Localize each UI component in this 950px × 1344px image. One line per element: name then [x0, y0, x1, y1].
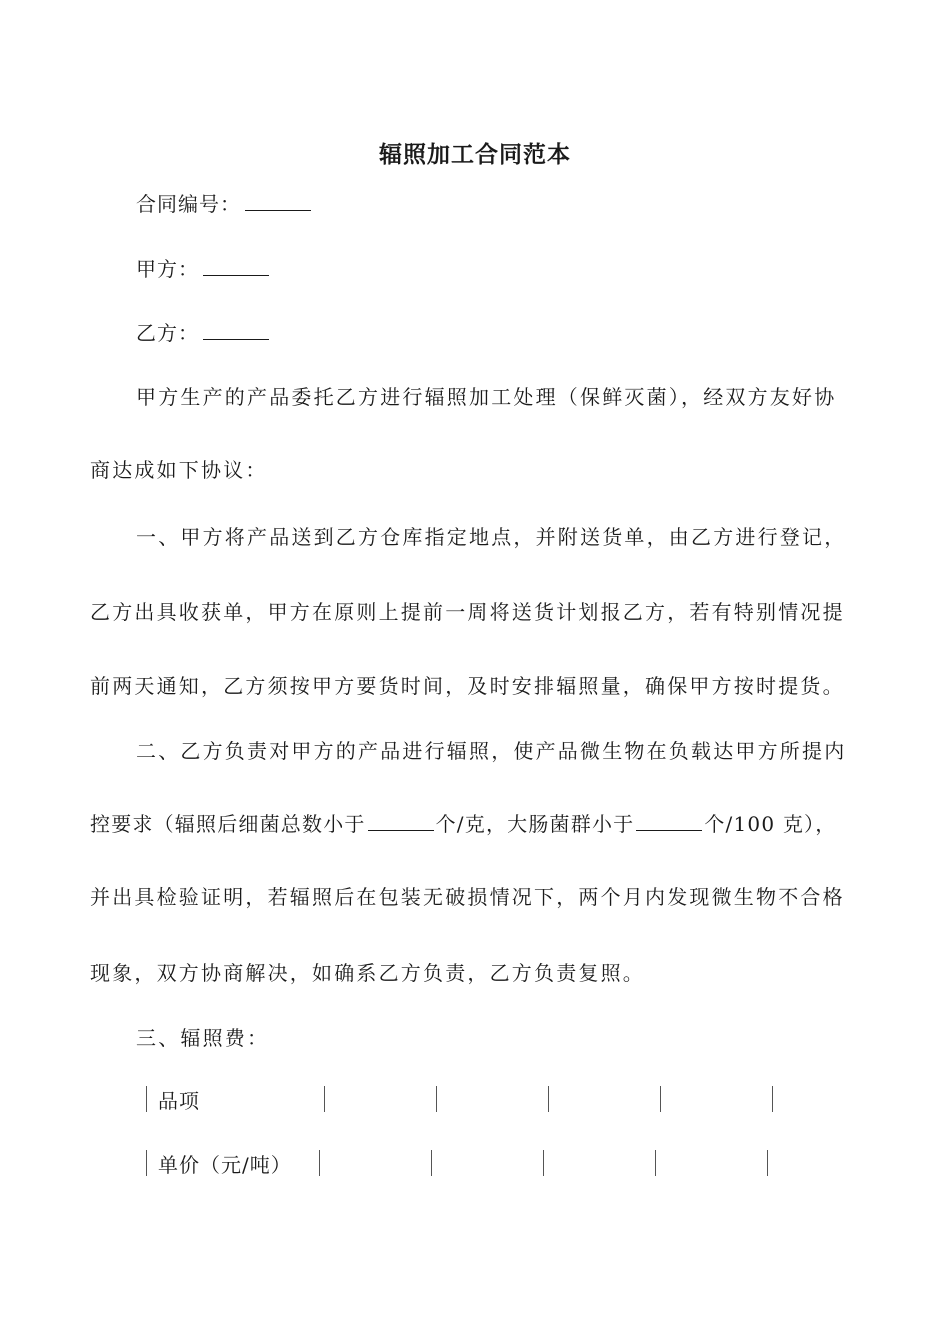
clause-2-line-2 [90, 808, 870, 837]
intro-line-1: 甲方生产的产品委托乙方进行辐照加工处理（保鲜灭菌），经双方友好协 [136, 385, 837, 409]
party-b-label: 乙方： [136, 321, 199, 345]
clause-1-line-1: 一、甲方将产品送到乙方仓库指定地点，并附送货单，由乙方进行登记， [136, 525, 847, 549]
contract-number-blank [245, 192, 311, 211]
fee-table-row-unit-price [136, 1150, 776, 1178]
coliform-count-blank [636, 812, 702, 831]
party-b-blank [203, 321, 269, 340]
contract-number-field [136, 188, 311, 217]
fee-table-row-items [136, 1086, 776, 1114]
party-a-blank [203, 257, 269, 276]
clause-2-line-2-part-b: 个/克，大肠菌群小于 [435, 812, 635, 836]
clause-2-line-2-part-c: 个/100 克）， [704, 812, 837, 836]
clause-2-line-1: 二、乙方负责对甲方的产品进行辐照，使产品微生物在负载达甲方所提内 [136, 739, 847, 763]
clause-2-line-4: 现象，双方协商解决，如确系乙方负责，乙方负责复照。 [90, 961, 645, 985]
clause-2-line-3: 并出具检验证明，若辐照后在包装无破损情况下，两个月内发现微生物不合格 [90, 885, 845, 909]
clause-3-heading: 三、辐照费： [136, 1026, 270, 1050]
clause-2-line-2-part-a: 控要求（辐照后细菌总数小于 [90, 812, 366, 836]
clause-1-line-2: 乙方出具收获单，甲方在原则上提前一周将送货计划报乙方，若有特别情况提 [90, 600, 845, 624]
fee-table-row-items-label: 品项 [158, 1088, 200, 1113]
document-title: 辐照加工合同范本 [379, 141, 571, 168]
contract-number-label: 合同编号： [136, 192, 241, 216]
party-b-field [136, 317, 269, 346]
intro-line-2: 商达成如下协议： [90, 458, 268, 482]
party-a-label: 甲方： [136, 257, 199, 281]
fee-table-row-unit-price-label: 单价（元/吨） [158, 1152, 292, 1177]
clause-1-line-3: 前两天通知，乙方须按甲方要货时间，及时安排辐照量，确保甲方按时提货。 [90, 674, 845, 698]
party-a-field [136, 253, 269, 282]
bacteria-count-blank [368, 812, 434, 831]
